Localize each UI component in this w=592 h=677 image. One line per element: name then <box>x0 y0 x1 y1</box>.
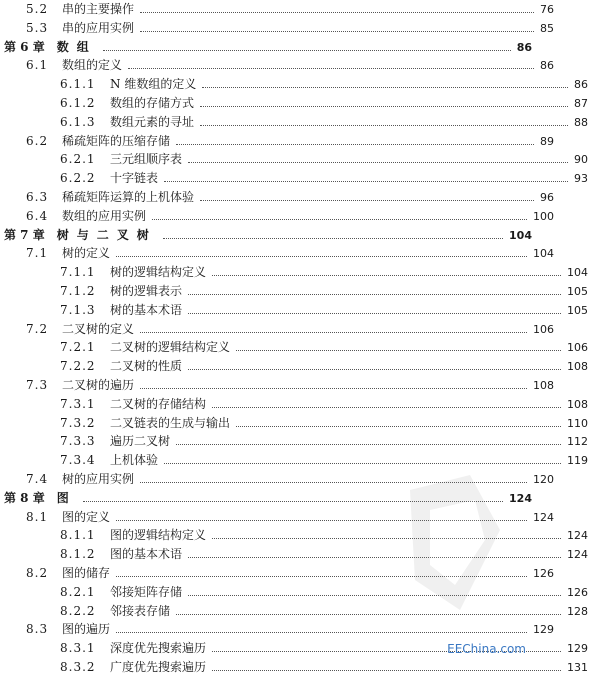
dot-leader <box>188 162 568 163</box>
toc-entry-page: 112 <box>567 435 588 449</box>
dot-leader <box>140 388 527 389</box>
toc-entry-number: 7.3.3 <box>60 434 96 449</box>
toc-entry <box>0 94 592 113</box>
toc-entry-number: 8.3.2 <box>60 660 96 674</box>
watermark-logo-icon <box>400 470 510 620</box>
toc-entry-number: 7.2.2 <box>60 359 96 374</box>
toc-entry <box>0 19 558 38</box>
toc-entry-page: 119 <box>567 454 588 468</box>
toc-entry <box>0 301 592 320</box>
toc-entry-page: 105 <box>567 303 588 317</box>
toc-entry-title: 三元组顺序表 <box>110 152 183 167</box>
toc-entry-title: 树的定义 <box>62 246 111 261</box>
dot-leader <box>116 632 527 633</box>
dot-leader <box>200 200 534 201</box>
toc-chapter-entry <box>0 38 536 57</box>
toc-entry-number: 8.1 <box>26 509 49 524</box>
toc-entry-title: 二叉树的遍历 <box>62 378 135 392</box>
toc-entry-number: 7.1.1 <box>60 265 96 280</box>
toc-entry-title: 二叉树的定义 <box>62 321 135 336</box>
toc-entry-title: 二叉树的存储结构 <box>110 396 207 411</box>
toc-entry-title: 图的定义 <box>62 509 111 524</box>
toc-entry-page: 124 <box>533 510 554 524</box>
dot-leader <box>212 670 561 671</box>
toc-entry-title: 二叉树的逻辑结构定义 <box>110 340 231 355</box>
dot-leader <box>200 125 568 126</box>
toc-entry-title: 树的基本术语 <box>110 302 183 317</box>
toc-entry-number: 6.1.2 <box>60 96 96 110</box>
toc-entry-number: 7.3.2 <box>60 415 96 430</box>
toc-entry-number: 7.1 <box>26 246 49 261</box>
toc-entry-page: 120 <box>533 473 554 486</box>
toc-entry-number: 5.3 <box>26 20 49 35</box>
toc-entry-page: 131 <box>567 661 588 674</box>
toc-entry-title: 图的储存 <box>62 566 111 580</box>
toc-entry <box>0 0 558 19</box>
toc-entry-page: 110 <box>567 416 588 430</box>
toc-entry-title: 稀疏矩阵的压缩存储 <box>62 133 171 148</box>
toc-entry <box>0 282 592 301</box>
toc-entry-title: 十字链表 <box>110 171 159 186</box>
toc-entry-number: 7.3 <box>26 378 49 392</box>
toc-entry <box>0 132 558 151</box>
toc-entry-number: 8.1.1 <box>60 528 96 543</box>
dot-leader <box>176 444 561 445</box>
toc-entry-title: 图 <box>56 490 77 505</box>
toc-entry-page: 108 <box>567 360 588 374</box>
dot-leader <box>152 219 527 220</box>
toc-entry-title: 广度优先搜索遍历 <box>110 660 207 674</box>
toc-entry-number: 8.3 <box>26 622 49 637</box>
dot-leader <box>236 350 561 351</box>
dot-leader <box>176 144 534 145</box>
dot-leader <box>103 50 511 51</box>
toc-entry-page: 106 <box>533 322 554 336</box>
toc-entry-title: 数组元素的寻址 <box>110 114 195 129</box>
toc-entry <box>0 357 592 376</box>
toc-entry-page: 126 <box>567 585 588 599</box>
toc-entry <box>0 658 592 677</box>
toc-entry-title: 树的逻辑表示 <box>110 284 183 298</box>
toc-entry <box>0 244 558 263</box>
toc-entry-title: 图的逻辑结构定义 <box>110 528 207 543</box>
toc-entry <box>0 376 558 395</box>
toc-entry-title: 数组的存储方式 <box>110 96 195 110</box>
toc-entry-page: 104 <box>533 247 554 261</box>
toc-entry-title: N 维数组的定义 <box>110 77 197 92</box>
dot-leader <box>188 294 561 295</box>
toc-entry-page: 105 <box>567 285 588 298</box>
dot-leader <box>202 87 568 88</box>
toc-entry-number: 第 7 章 <box>4 227 45 242</box>
toc-entry-page: 93 <box>574 172 588 186</box>
toc-entry-page: 126 <box>533 567 554 580</box>
toc-entry-title: 树与二叉树 <box>56 227 157 242</box>
toc-entry-title: 树的应用实例 <box>62 472 135 486</box>
toc-entry <box>0 338 592 357</box>
toc-entry-page: 90 <box>574 153 588 167</box>
toc-entry-number: 7.3.1 <box>60 396 96 411</box>
toc-entry-number: 6.2 <box>26 133 49 148</box>
toc-entry-page: 108 <box>533 379 554 392</box>
toc-entry-number: 5.2 <box>26 2 49 16</box>
toc-entry-title: 串的主要操作 <box>62 2 135 16</box>
dot-leader <box>188 313 561 314</box>
dot-leader <box>212 275 561 276</box>
dot-leader <box>128 68 534 69</box>
toc-entry-title: 数组 <box>56 39 97 54</box>
toc-entry <box>0 207 558 226</box>
toc-entry-title: 邻接矩阵存储 <box>110 584 183 599</box>
dot-leader <box>236 426 561 427</box>
dot-leader <box>164 463 561 464</box>
toc-entry-page: 124 <box>509 491 532 505</box>
toc-entry-title: 图的遍历 <box>62 622 111 637</box>
dot-leader <box>164 181 568 182</box>
toc-entry-number: 8.3.1 <box>60 641 96 656</box>
toc-entry-number: 7.2.1 <box>60 340 96 355</box>
dot-leader <box>212 407 561 408</box>
toc-entry-number: 6.2.2 <box>60 171 96 186</box>
watermark-text: EEChina.com <box>447 642 526 656</box>
toc-entry-number: 7.4 <box>26 472 49 486</box>
toc-entry <box>0 56 558 75</box>
dot-leader <box>188 369 561 370</box>
toc-entry <box>0 188 558 207</box>
toc-entry <box>0 320 558 339</box>
toc-entry <box>0 75 592 94</box>
toc-entry <box>0 451 592 470</box>
toc-entry-number: 6.1.1 <box>60 77 96 92</box>
toc-entry-title: 上机体验 <box>110 453 159 468</box>
toc-entry-number: 7.2 <box>26 321 49 336</box>
toc-entry-title: 稀疏矩阵运算的上机体验 <box>62 190 195 204</box>
toc-entry-number: 6.1 <box>26 58 49 73</box>
toc-entry-number: 7.3.4 <box>60 453 96 468</box>
toc-entry-page: 86 <box>574 78 588 92</box>
toc-entry-title: 数组的应用实例 <box>62 208 147 223</box>
toc-chapter-entry <box>0 226 536 245</box>
toc-entry-page: 108 <box>567 397 588 411</box>
toc-entry <box>0 432 592 451</box>
toc-entry-title: 图的基本术语 <box>110 547 183 562</box>
toc-entry-title: 深度优先搜索遍历 <box>110 641 207 656</box>
dot-leader <box>140 12 534 13</box>
toc-entry-page: 85 <box>540 21 554 35</box>
toc-entry <box>0 395 592 414</box>
toc-entry-title: 二叉树的性质 <box>110 359 183 374</box>
toc-entry-title: 串的应用实例 <box>62 20 135 35</box>
toc-entry-page: 86 <box>516 40 532 54</box>
toc-entry-page: 89 <box>540 134 554 148</box>
toc-entry <box>0 113 592 132</box>
toc-entry-number: 6.3 <box>26 190 49 204</box>
dot-leader <box>116 256 527 257</box>
dot-leader <box>163 238 503 239</box>
toc-entry <box>0 169 592 188</box>
toc-entry-page: 100 <box>533 209 554 223</box>
toc-entry-page: 124 <box>567 548 588 562</box>
toc-entry-title: 遍历二叉树 <box>110 434 171 449</box>
toc-entry-title: 邻接表存储 <box>110 603 171 618</box>
toc-entry-title: 数组的定义 <box>62 58 123 73</box>
toc-entry-number: 6.2.1 <box>60 152 96 167</box>
toc-entry-page: 104 <box>509 228 532 242</box>
dot-leader <box>200 106 568 107</box>
dot-leader <box>140 332 527 333</box>
toc-entry-page: 129 <box>533 623 554 637</box>
toc-entry-page: 106 <box>567 341 588 355</box>
toc-entry <box>0 414 592 433</box>
toc-entry-number: 第 6 章 <box>4 39 45 54</box>
toc-entry-title: 树的逻辑结构定义 <box>110 265 207 280</box>
toc-entry-number: 8.2.1 <box>60 584 96 599</box>
toc-entry-page: 87 <box>574 97 588 110</box>
toc-entry <box>0 150 592 169</box>
toc-entry-number: 第 8 章 <box>4 490 45 505</box>
toc-entry-page: 124 <box>567 529 588 543</box>
toc-entry-page: 86 <box>540 59 554 73</box>
toc-entry <box>0 620 558 639</box>
dot-leader <box>140 31 534 32</box>
toc-entry-number: 7.1.2 <box>60 284 96 298</box>
toc-entry-title: 二叉链表的生成与输出 <box>110 415 231 430</box>
toc-entry-page: 88 <box>574 115 588 129</box>
toc-entry-number: 7.1.3 <box>60 302 96 317</box>
toc-entry-number: 6.4 <box>26 208 49 223</box>
toc-entry-number: 6.1.3 <box>60 114 96 129</box>
toc-entry <box>0 263 592 282</box>
toc-entry-number: 8.2.2 <box>60 603 96 618</box>
toc-entry-number: 8.1.2 <box>60 547 96 562</box>
toc-entry-page: 76 <box>540 3 554 16</box>
toc-entry-page: 96 <box>540 191 554 204</box>
toc-entry-page: 104 <box>567 266 588 280</box>
toc-entry-number: 8.2 <box>26 566 49 580</box>
toc-entry-page: 128 <box>567 604 588 618</box>
toc-entry-page: 129 <box>567 642 588 656</box>
